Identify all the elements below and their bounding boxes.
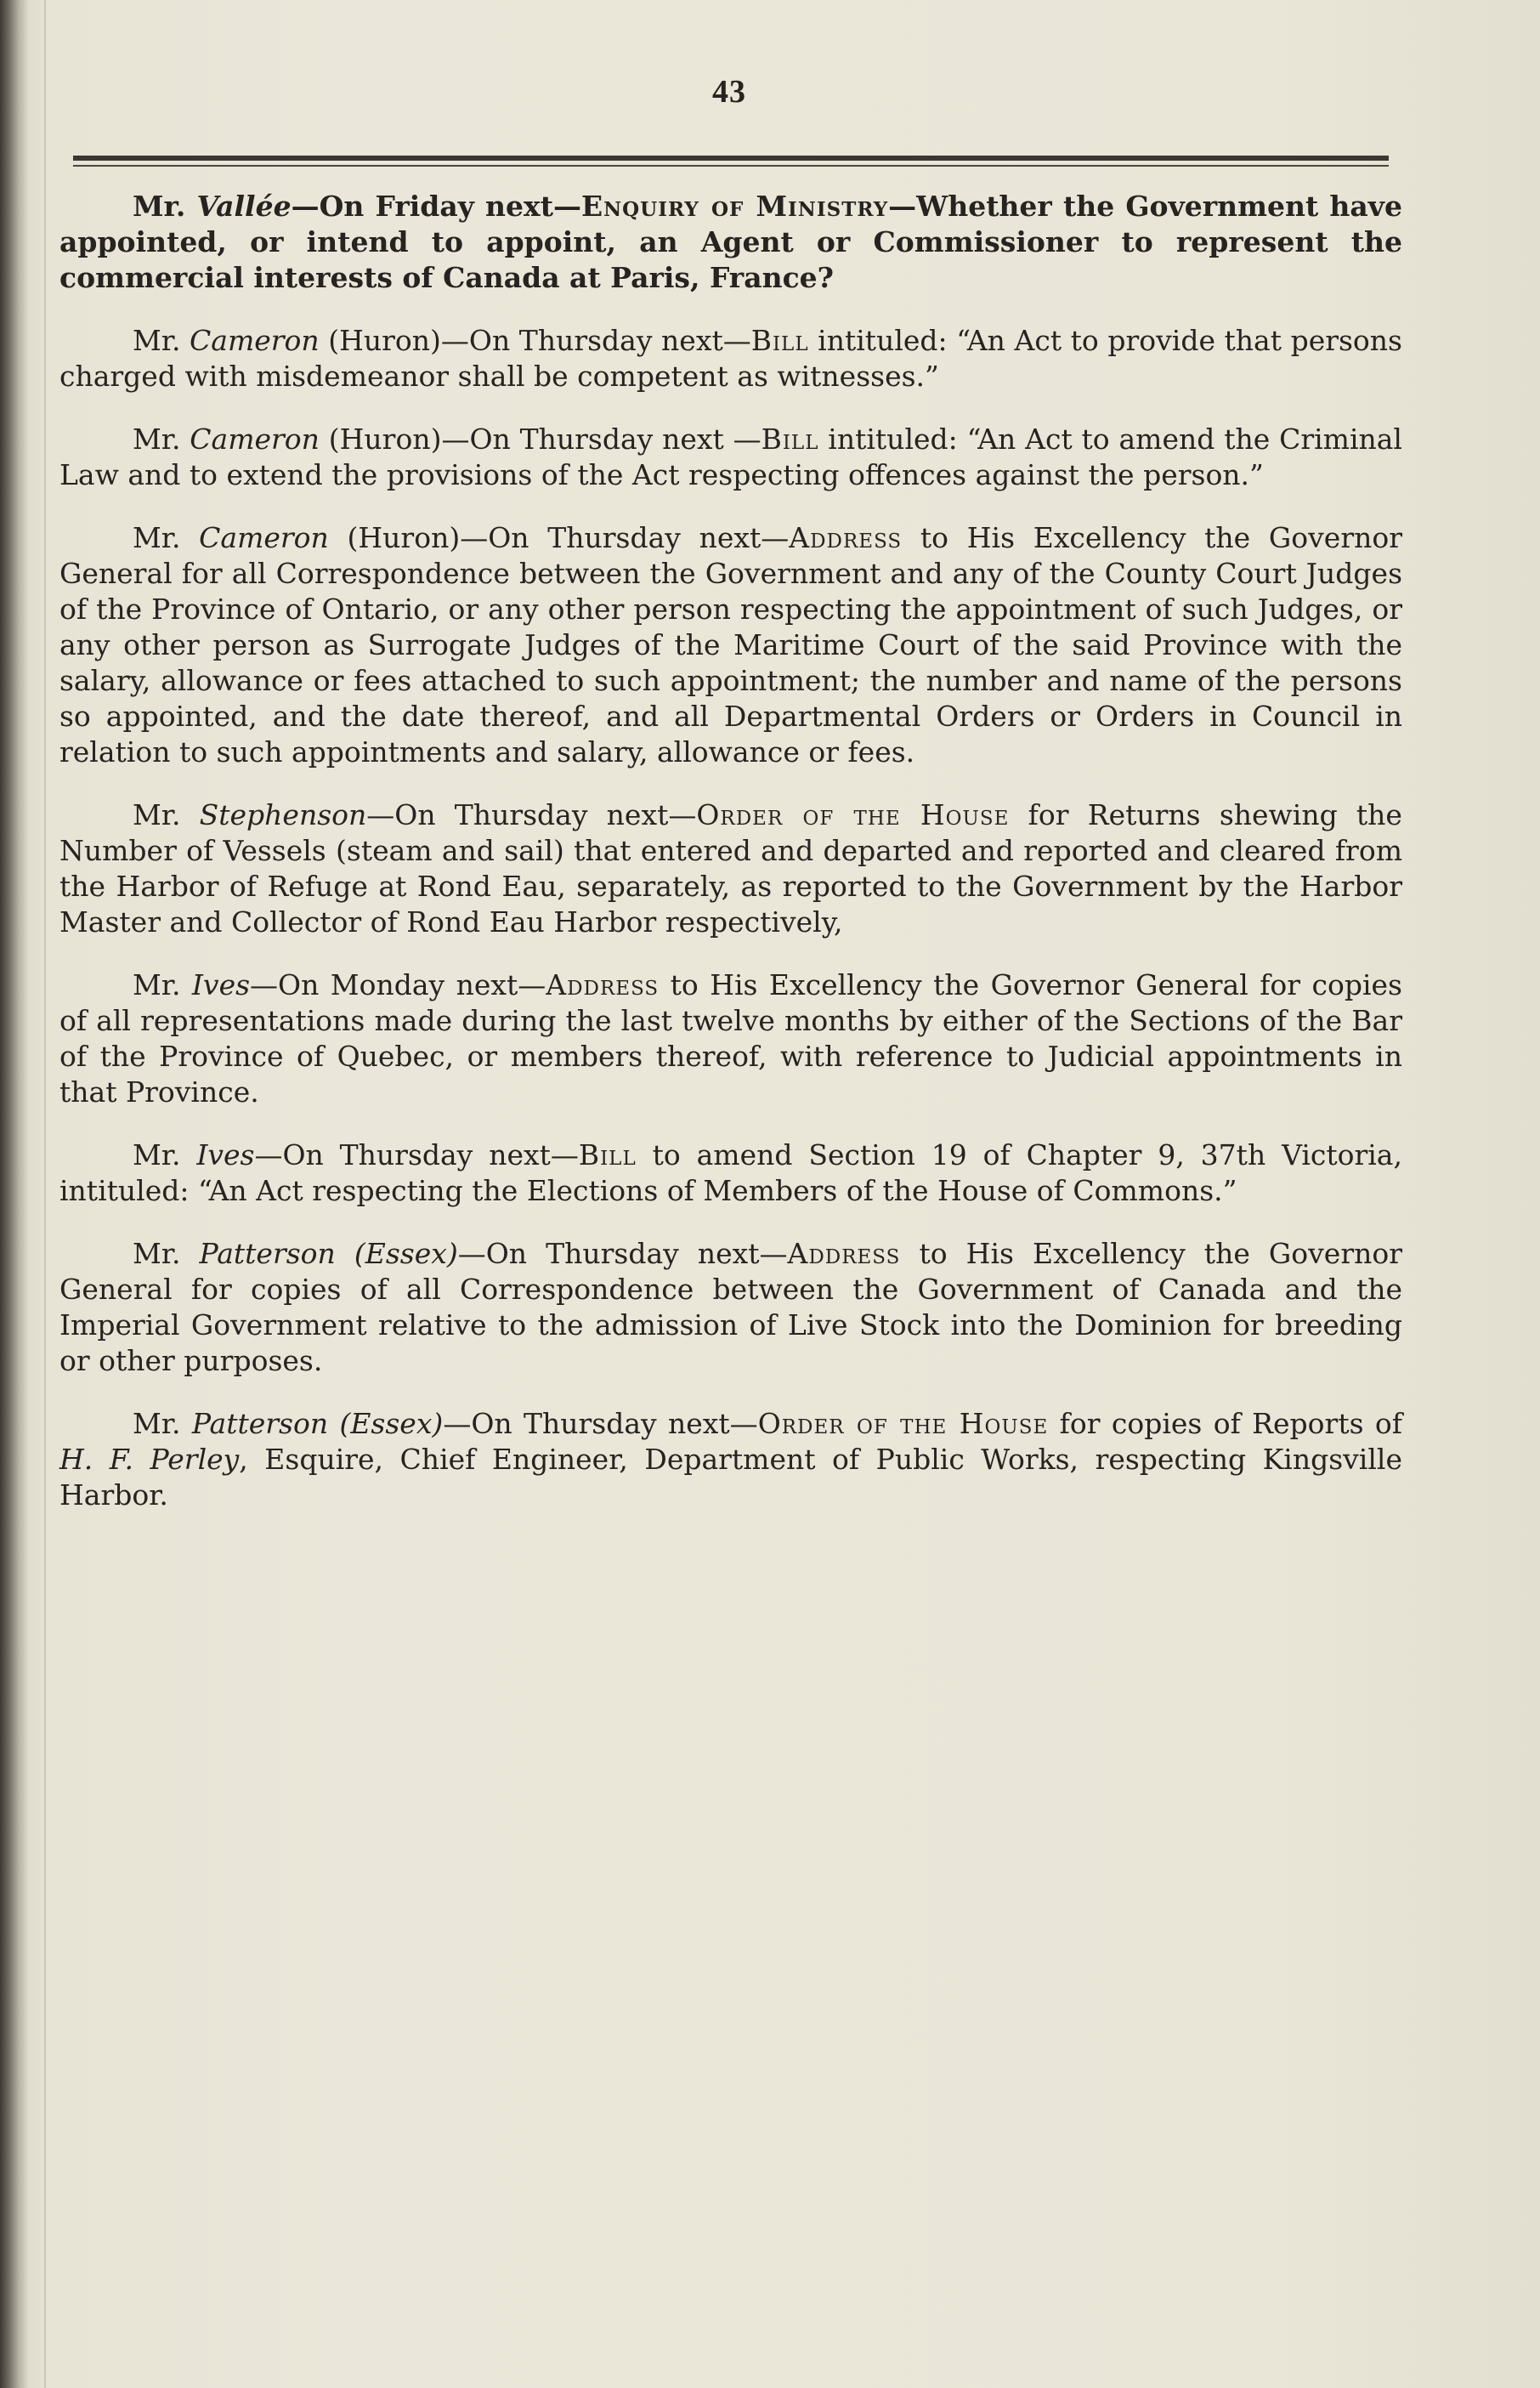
notice-vallee	[59, 189, 1402, 296]
motion-type: Order of the House	[696, 798, 1010, 831]
header-rule-thin	[73, 165, 1389, 167]
notice-date: —On Thursday next—	[366, 798, 697, 831]
notice-date: —On Thursday next—	[457, 1237, 788, 1270]
motion-type: Enquiry of Ministry	[580, 190, 889, 223]
page-number: 43	[712, 74, 746, 110]
book-spine-shadow	[0, 0, 29, 2388]
notice-mr: Mr.	[133, 1138, 181, 1171]
notice-mr: Mr.	[133, 190, 186, 223]
notice-date: (Huron)—On Thursday next—	[319, 324, 751, 357]
notice-date: —On Thursday next—	[254, 1138, 579, 1171]
notice-text: to His Excellency the Governor General for copies of all Correspondence between the Government of Canada and the Imperial Government relative to the admission of Live Stock into the Dominion for breeding or other purposes.	[59, 1237, 1402, 1377]
notice-cameron-1	[59, 323, 1402, 394]
member-name: Patterson (Essex)	[199, 1237, 458, 1270]
motion-type: Bill	[578, 1138, 637, 1171]
member-name: Cameron	[190, 324, 320, 357]
member-name: Patterson (Essex)	[191, 1407, 444, 1440]
notice-text: intituled: “An Act to amend the Criminal Law and to extend the provisions of the Act respecting offences against the person.”	[59, 423, 1402, 491]
motion-type: Address	[546, 968, 660, 1001]
notice-cameron-3	[59, 520, 1402, 770]
margin-line	[44, 0, 46, 2388]
notice-cameron-2	[59, 422, 1402, 493]
notice-mr: Mr.	[133, 1407, 181, 1440]
notice-stephenson	[59, 797, 1402, 940]
notice-text: for Returns shewing the Number of Vessels (steam and sail) that entered and departed and reported and cleared from the Harbor of Refuge at Rond Eau, separately, as reported to the Government by the Harbor Master and Collector of Rond Eau Harbor respectively,	[59, 798, 1402, 939]
notice-mr: Mr.	[133, 798, 181, 831]
member-name: Cameron	[190, 423, 320, 456]
person-name: H. F. Perley	[59, 1443, 240, 1476]
notice-date: —On Friday next—	[291, 190, 581, 223]
notice-mr: Mr.	[133, 1237, 181, 1270]
notice-text: to His Excellency the Governor General for all Correspondence between the Government and any of the County Court Judges of the Province of Ontario, or any other person respecting the appointment of such Judges, or any other person as Surrogate Judges of the Maritime Court of the said Province with the salary, allowance or fees attached to such appointment; the number and name of the persons so appointed, and the date thereof, and all Departmental Orders or Orders in Council in relation to such appointments and salary, allowance or fees.	[59, 521, 1402, 769]
notice-text: , Esquire, Chief Engineer, Department of Public Works, respecting Kingsville Harbor.	[59, 1443, 1403, 1512]
motion-type: Address	[787, 1237, 901, 1270]
notices-list	[59, 189, 1402, 1540]
notice-mr: Mr.	[133, 324, 181, 357]
notice-text: intituled: “An Act to provide that persons charged with misdemeanor shall be competent as witnesses.”	[59, 324, 1402, 393]
notice-mr: Mr.	[133, 423, 181, 456]
header-rule-thick	[73, 156, 1389, 161]
notice-mr: Mr.	[133, 521, 181, 554]
member-name: Ives	[196, 1138, 255, 1171]
notice-ives-2	[59, 1137, 1402, 1209]
notice-ives-1	[59, 967, 1402, 1110]
notice-date: (Huron)—On Thursday next —	[319, 423, 762, 456]
member-name: Stephenson	[199, 798, 367, 831]
notice-text: to His Excellency the Governor General for copies of all representations made during the last twelve months by either of the Sections of the Bar of the Province of Quebec, or members thereof, with reference to Judicial appointments in that Province.	[59, 968, 1402, 1109]
notice-text: —Whether the Government have appointed, or intend to appoint, an Agent or Commissioner to represent the commercial interests of Canada at Paris, France?	[59, 190, 1402, 294]
notice-date: —On Monday next—	[250, 968, 546, 1001]
motion-type: Address	[789, 521, 903, 554]
notice-patterson-2	[59, 1406, 1402, 1513]
notice-text: to amend Section 19 of Chapter 9, 37th Victoria, intituled: “An Act respecting the Elections of Members of the House of Commons.”	[59, 1138, 1402, 1207]
motion-type: Order of the House	[757, 1407, 1049, 1440]
motion-type: Bill	[750, 324, 809, 357]
notice-date: (Huron)—On Thursday next—	[328, 521, 790, 554]
notice-mr: Mr.	[133, 968, 181, 1001]
notice-patterson-1	[59, 1236, 1402, 1379]
notice-date: —On Thursday next—	[443, 1407, 758, 1440]
member-name: Cameron	[199, 521, 329, 554]
member-name: Ives	[191, 968, 251, 1001]
member-name: Vallée	[196, 190, 292, 223]
motion-type: Bill	[761, 423, 819, 456]
notice-text-before: for copies of Reports of	[1048, 1407, 1402, 1440]
